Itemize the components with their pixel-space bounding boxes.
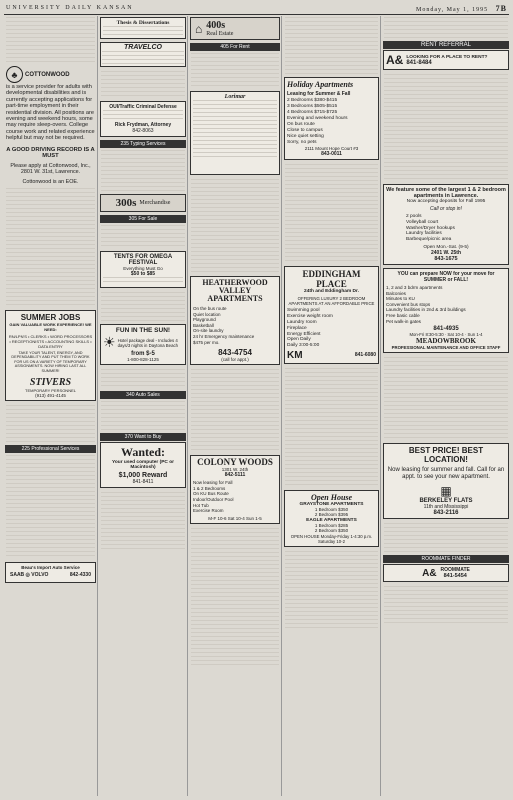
heatherwood-phone: 843-4754 — [218, 348, 252, 358]
tents-price: $50 to $85 — [130, 271, 156, 277]
roommate-phone: 841-5454 — [443, 573, 467, 580]
roommate-logo-icon: A& — [422, 567, 437, 579]
eddingham-feature: Exercise weight room — [287, 314, 333, 320]
apartment-feature: Washer/Dryer hookups — [406, 225, 455, 231]
holiday-feature: On bus route — [287, 122, 315, 128]
merchandise-number: 300s — [115, 197, 137, 209]
colony-woods-ad — [190, 455, 280, 524]
section-heading-professional-services: 225 Professional Services — [5, 445, 96, 453]
holiday-price: 4 Bedrooms $715-$725 — [287, 109, 338, 115]
section-heading-want-to-buy: 370 Want to Buy — [100, 433, 186, 441]
classified-text-block — [189, 52, 281, 90]
section-heading-typing: 235 Typing Services — [100, 140, 186, 148]
wanted-price: $1,000 Reward — [118, 472, 168, 479]
classified-text-block — [4, 16, 97, 64]
meadowbrook-feature: Free basic cable — [386, 312, 420, 318]
cottonwood-ad — [4, 64, 97, 187]
classified-text-block — [99, 368, 187, 390]
colony-feature: On KU Bus Route — [193, 491, 229, 497]
heatherwood-feature: $475 per mo. — [193, 339, 220, 345]
stivers-logo: STIVERS — [29, 376, 72, 388]
meadowbrook-feature: 1, 2 and 3 bdrm apartments — [386, 284, 443, 290]
apartment-display-ad: Lorimar — [190, 91, 280, 175]
eddingham-feature: Daily 3:00-5:00 — [287, 343, 320, 349]
apartment-call: Call or stop in! — [430, 206, 462, 212]
classified-text-block — [382, 16, 510, 40]
beaus-phone: 842-4330 — [69, 571, 91, 578]
classified-text-block — [4, 404, 97, 444]
eddingham-logo: EDDINGHAM PLACE — [302, 269, 361, 290]
colony-feature: Exercise Room — [193, 508, 224, 514]
column-4 — [283, 16, 381, 796]
classified-text-block — [189, 368, 281, 454]
heatherwood-feature: Playground — [193, 317, 216, 323]
attorney-title: OUI/Traffic Criminal Defense — [109, 104, 177, 110]
classified-text-block — [189, 527, 281, 669]
colony-feature: 1 & 2 Bedrooms — [193, 485, 226, 491]
apartment-feature: Barbeque/picnic area — [406, 237, 452, 243]
tree-icon: ♣ — [6, 66, 23, 83]
summer-jobs-roles: RN/LPN'S • CLERKS • WORD PROCESSORS • RECEPTIONISTS • ACCOUNTING SKILLS • DATA ENTRY — [8, 333, 93, 349]
attorney-ad — [100, 101, 186, 137]
holiday-logo: Holiday Apartments — [287, 80, 354, 89]
saab-volvo-logo: SAAB ◎ VOLVO — [10, 571, 49, 578]
travelco-logo: TRAVELCO — [124, 44, 162, 51]
classified-text-block — [283, 163, 380, 265]
graystone-price: 2 Bedroom $395 — [314, 511, 349, 517]
classified-text-block — [4, 454, 97, 560]
holiday-features — [287, 116, 376, 145]
house-icon: ⌂ — [195, 21, 203, 36]
colony-feature: Now leasing for Fall — [193, 480, 233, 486]
graystone-price: 1 Bedroom $350 — [314, 506, 349, 512]
classified-text-block — [4, 187, 97, 309]
fun-in-the-sun-ad — [100, 324, 186, 365]
attorney-phone: 842-8063 — [132, 128, 154, 134]
heatherwood-feature: On the bus route — [193, 306, 227, 311]
meadowbrook-feature: Balconies — [386, 290, 406, 296]
eddingham-feature: Energy Efficient — [287, 331, 321, 337]
holiday-price: 3 Bedrooms $505-$515 — [287, 103, 338, 109]
eagle-price: 2 Bedroom $350 — [314, 527, 349, 533]
meadowbrook-ad — [383, 268, 509, 353]
apartment-features — [386, 214, 506, 243]
summer-jobs-ad — [5, 310, 96, 401]
heatherwood-title: HEATHERWOOD VALLEY APARTMENTS — [202, 278, 268, 303]
meadowbrook-feature: Convenient bus stops — [386, 301, 431, 307]
colony-feature: Hot Tub — [193, 502, 209, 508]
column-3 — [189, 16, 282, 796]
rent-referral-heading: RENT REFERRAL — [383, 41, 509, 49]
tents-title: TENTS FOR OMEGA FESTIVAL — [113, 254, 173, 266]
heatherwood-feature: On-site laundry — [193, 328, 224, 334]
classified-text-block — [99, 491, 187, 553]
meadowbrook-logo: MEADOWBROOK — [416, 337, 476, 346]
classified-text-block — [283, 367, 380, 489]
colony-woods-logo: COLONY WOODS — [197, 457, 273, 468]
graystone-eagle-ad — [284, 490, 379, 547]
graystone-hours: OPEN HOUSE Monday-Friday 1-4:30 p.m. Saturday 10-2 — [290, 533, 373, 544]
classified-text-block — [99, 70, 187, 100]
stivers-phone: (913) 491-4145 — [35, 392, 66, 398]
header-date: Monday, May 1, 1995 — [416, 6, 489, 13]
colony-hours: M-F 10-6 Sat 10-4 Sun 1-5 — [208, 515, 262, 521]
tents-ad — [100, 251, 186, 288]
thesis-title: Thesis & Dissertations — [116, 20, 170, 26]
colony-phone: 842-5111 — [224, 472, 246, 479]
summer-jobs-title: SUMMER JOBS — [20, 312, 81, 322]
classified-text-block — [99, 291, 187, 323]
meadowbrook-tag: PROFESSIONAL MAINTENANCE AND OFFICE STAFF — [391, 345, 501, 351]
berkeley-headline: BEST PRICE! BEST LOCATION! — [408, 446, 484, 465]
rent-referral-phone: 841-8484 — [406, 59, 432, 66]
cottonwood-driving-title: A GOOD DRIVING RECORD IS A MUST — [6, 146, 95, 159]
meadowbrook-feature: Laundry facilities in 2nd & 3rd buildings — [386, 307, 466, 313]
attorney-name: Rick Frydman, Attorney — [114, 122, 172, 128]
classified-text-block — [382, 585, 510, 627]
apartment-feature: Volleyball court — [406, 219, 439, 225]
merchandise-label: Merchandise — [139, 200, 171, 206]
section-heading-for-sale: 305 For Sale — [100, 215, 186, 223]
meadowbrook-phone: 841-4935 — [433, 326, 459, 333]
real-estate-number: 400s — [206, 20, 226, 31]
apartment-phone: 843-1675 — [434, 255, 458, 262]
meadowbrook-hours: Mon-Fri 8:30-5:30 · Sat 10-4 · Sun 1-4 — [409, 332, 483, 338]
summer-jobs-text: TAKE YOUR TALENT, ENERGY, AND DEPENDABILITY AND PUT THEM TO WORK FOR US ON A VARIETY OF TEMPORARY ASSIGNMENTS. NOW HIRING LAST ALL SUMMER! — [11, 350, 90, 374]
stivers-sub: TEMPORARY PERSONNEL — [25, 387, 76, 393]
holiday-address: 2111 Mount Hope Court #3 — [304, 146, 359, 152]
real-estate-section-header — [190, 17, 280, 40]
meadowbrook-feature: Pet walk-in gates — [386, 318, 421, 324]
classified-text-block — [382, 73, 510, 183]
apartment-large-ad — [383, 184, 509, 265]
wanted-title: Wanted: — [120, 445, 165, 459]
roommate-finder-ad — [383, 564, 509, 582]
rent-referral-logo-icon: A& — [386, 53, 404, 67]
holiday-leasing: Leasing for Summer & Fall — [287, 91, 351, 97]
page-header — [6, 3, 507, 13]
beaus-title: Beau's Import Auto Service — [21, 564, 80, 570]
classified-text-block — [283, 550, 380, 632]
heatherwood-feature: Quiet location — [193, 311, 221, 317]
header-page-number: 7B — [495, 3, 507, 13]
summer-jobs-sub: GAIN VALUABLE WORK EXPERIENCE! WE NEED: — [9, 321, 92, 332]
column-5 — [382, 16, 510, 796]
classified-text-block — [382, 522, 510, 554]
meadowbrook-feature: Minutes to KU — [386, 296, 415, 302]
header-left: UNIVERSITY DAILY KANSAN — [6, 5, 134, 11]
holiday-price: 2 Bedrooms $380-$415 — [287, 98, 338, 103]
holiday-apartments-ad — [284, 77, 379, 160]
cottonwood-apply: Please apply at Cottonwood, Inc., 2801 W. 31st, Lawrence. — [10, 162, 91, 175]
wanted-computer-ad — [100, 442, 186, 488]
roommate-finder-heading: ROOMMATE FINDER — [383, 555, 509, 563]
classified-text-block — [382, 356, 510, 442]
classified-text-block — [99, 400, 187, 432]
apartment-feature: 2 pools — [406, 214, 422, 219]
classified-text-block — [99, 224, 187, 250]
rent-referral-sub: LOOKING FOR A PLACE TO RENT? — [406, 54, 488, 60]
graystone-logo: Open House — [310, 492, 353, 502]
colony-feature: Indoor/Outdoor Pool — [193, 496, 234, 502]
classified-text-block — [189, 178, 281, 275]
heatherwood-call: (call for appt.) — [221, 357, 249, 363]
roommate-name: ROOMMATE — [440, 567, 470, 574]
eddingham-feature: Open Daily — [287, 337, 311, 343]
eagle-price: 1 Bedroom $285 — [314, 522, 349, 528]
eagle-name: EAGLE APARTMENTS — [306, 517, 357, 523]
section-heading-for-rent: 405 For Rent — [190, 43, 280, 51]
sun-icon: ☀ — [103, 334, 116, 350]
heatherwood-feature: 24 hr Emergency maintenance — [193, 333, 255, 339]
wanted-sub: Your used computer (PC or Macintosh) — [111, 460, 174, 470]
thesis-ad — [100, 17, 186, 39]
holiday-phone: 843-0011 — [321, 151, 342, 158]
eddingham-sub: OFFERING LUXURY 2 BEDROOM APARTMENTS AT AN AFFORDABLE PRICE — [288, 296, 375, 307]
eddingham-features — [287, 308, 376, 349]
colony-features — [193, 480, 277, 514]
meadowbrook-headline: YOU can prepare NOW for your move for SUMMER or FALL! — [397, 270, 495, 283]
colony-address: 1301 W. 24th — [221, 467, 249, 473]
heatherwood-feature: Basketball — [193, 322, 214, 328]
eddingham-place-ad — [284, 266, 379, 364]
merchandise-section-header — [100, 194, 186, 212]
cottonwood-body: is a service provider for adults with developmental disabilities and is currently accepting applications for part-time employment in their residential division. All positions are evening and weekend hours, some may require sleep-overs. College course work and related experience helpful but may not be required. — [6, 84, 95, 142]
apartment-feature: Laundry facilities — [406, 231, 442, 237]
holiday-feature: Nice quiet setting — [287, 133, 324, 139]
section-heading-auto-sales: 340 Auto Sales — [100, 391, 186, 399]
km-logo: KM — [287, 349, 303, 361]
graystone-name: GRAYSTONE APARTMENTS — [299, 501, 364, 507]
building-icon: ▦ — [440, 484, 452, 499]
holiday-feature: Sorry, no pets — [287, 139, 317, 145]
eddingham-address: 24th and Eddingham Dr. — [304, 289, 359, 295]
meadowbrook-features — [386, 285, 506, 324]
real-estate-label: Real Estate — [206, 31, 234, 37]
eddingham-phone: 841-6080 — [354, 352, 376, 359]
holiday-feature: Close to campus — [287, 127, 323, 133]
fun-phone: 1-800-828-1125 — [127, 357, 159, 362]
heatherwood-ad — [190, 276, 280, 365]
berkeley-flats-ad — [383, 443, 509, 519]
apartment-deposits: Now accepting deposits for Fall 1995 — [406, 199, 486, 204]
classified-text-block — [99, 149, 187, 193]
column-2 — [99, 16, 188, 796]
rent-referral-ad — [383, 50, 509, 70]
berkeley-body: Now leasing for summer and fall. Call for an appt. to see your new apartment. — [387, 467, 505, 481]
apartment-address: 2401 W. 25th — [430, 249, 461, 256]
berkeley-address: 11th and Mississippi — [423, 504, 469, 511]
apartment-headline: We feature some of the largest 1 & 2 bedroom apartments in Lawrence. — [386, 187, 506, 199]
holiday-prices — [287, 98, 376, 115]
eddingham-feature: Laundry room — [287, 319, 317, 325]
berkeley-logo: BERKELEY FLATS — [419, 498, 473, 505]
eddingham-feature: Fireplace — [287, 325, 307, 331]
wanted-phone: 841-8411 — [132, 479, 154, 485]
travelco-ad — [100, 42, 186, 67]
cottonwood-eoe: Cottonwood is an EOE. — [22, 178, 79, 185]
classified-text-block — [283, 16, 380, 76]
apartment-hours: Open Mon.-Sat. (9-5) — [423, 244, 469, 250]
cottonwood-name: COTTONWOOD — [25, 71, 70, 78]
fun-price: from $-5 — [131, 351, 155, 357]
eddingham-feature: Swimming pool — [287, 308, 320, 314]
beaus-import-ad — [5, 562, 96, 583]
tents-sub: Everything Must Go — [123, 266, 163, 271]
fun-title: FUN IN THE SUN! — [115, 327, 171, 334]
holiday-feature: Evening and weekend hours — [287, 116, 348, 122]
heatherwood-features — [193, 306, 277, 345]
column-1 — [4, 16, 98, 796]
fun-trip: Hotel package deal - Includes 4 days/3 nights in Daytona Beach — [117, 337, 178, 348]
berkeley-phone: 843-2116 — [433, 510, 459, 517]
